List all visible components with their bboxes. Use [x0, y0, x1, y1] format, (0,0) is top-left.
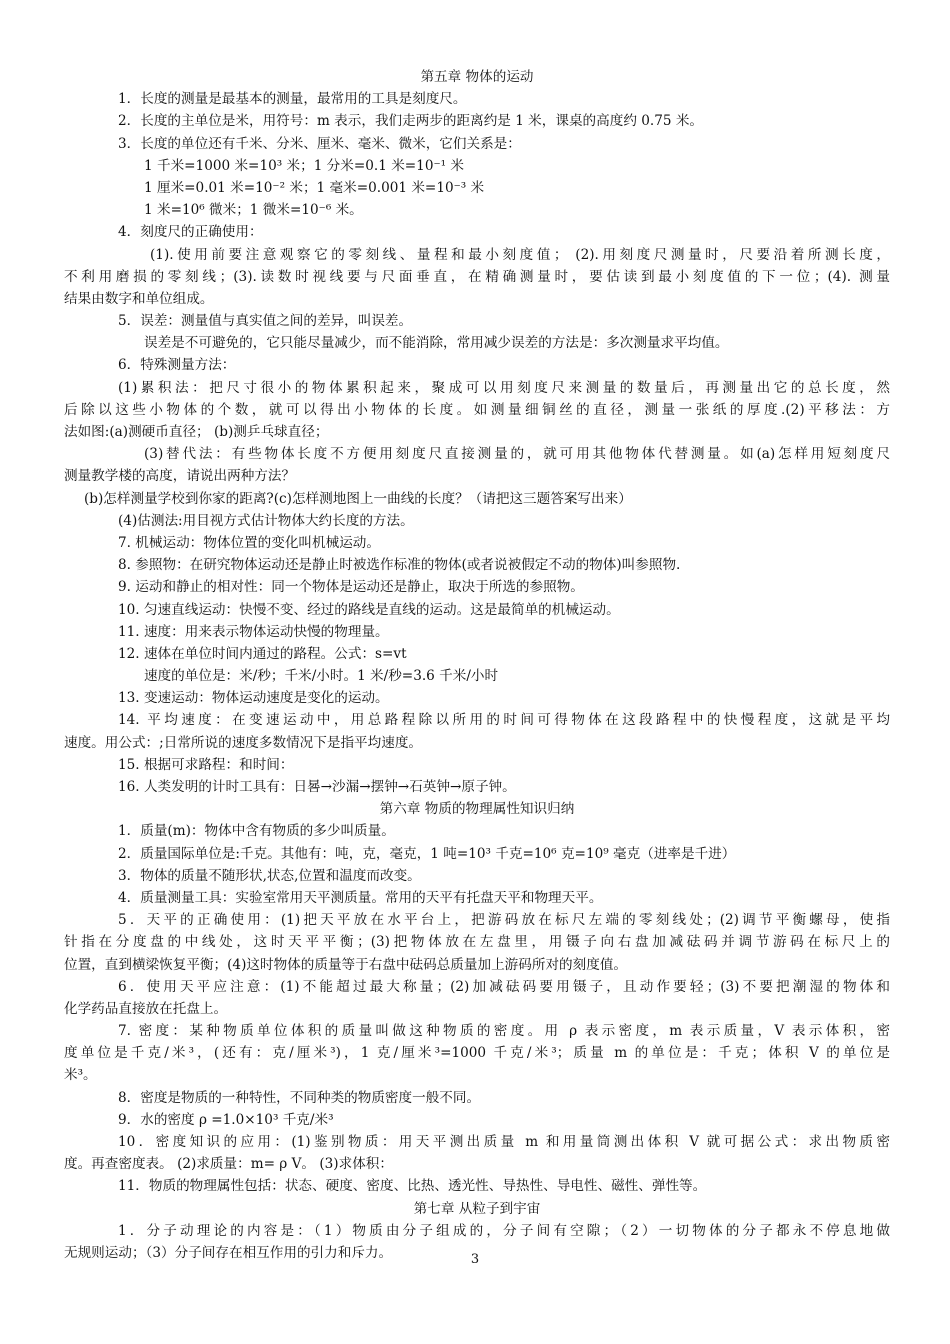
text-line: 1．分子动理论的内容是：（1）物质由分子组成的，分子间有空隙；（2）一切物体的分子都永不停息地做 — [118, 1222, 890, 1239]
text-line: 6．使用天平应注意：(1)不能超过最大称量；(2)加减砝码要用镊子，且动作要轻；(3)不要把潮湿的物体和 — [118, 978, 890, 995]
text-line: 针指在分度盘的中线处，这时天平平衡；(3)把物体放在左盘里，用镊子向右盘加减砝码并调节游码在标尺上的 — [64, 934, 890, 951]
text-line: 2．质量国际单位是:千克。其他有：吨，克，毫克，1 吨=10³ 千克=10⁶ 克=10⁹ 毫克（进率是千进） — [118, 845, 736, 862]
text-line: 测量教学楼的高度，请说出两种方法？ — [64, 468, 296, 485]
text-line: 13. 变速运动：物体运动速度是变化的运动。 — [118, 690, 389, 707]
text-line: 11. 速度：用来表示物体运动快慢的物理量。 — [118, 623, 389, 640]
text-line: 9．水的密度 ρ =1.0×10³ 千克/米³ — [118, 1111, 334, 1128]
text-line: 10. 匀速直线运动：快慢不变、经过的路线是直线的运动。这是最简单的机械运动。 — [118, 601, 620, 618]
text-line: 4．刻度尺的正确使用： — [118, 224, 263, 241]
text-line: 不利用磨损的零刻线；(3).读数时视线要与尺面垂直，在精确测量时，要估读到最小刻度值的下一位；(4). 测量 — [64, 268, 890, 285]
text-line: 8．密度是物质的一种特性，不同种类的物质密度一般不同。 — [118, 1089, 481, 1106]
text-line: 误差是不可避免的，它只能尽量减少，而不能消除，常用减少误差的方法是：多次测量求平均值。 — [144, 335, 729, 352]
text-line: 无规则运动；（3）分子间存在相互作用的引力和斥力。 — [64, 1244, 393, 1261]
text-line: 速度的单位是：米/秒；千米/小时。1 米/秒=3.6 千米/小时 — [144, 668, 499, 685]
text-line: 12. 速体在单位时间内通过的路程。公式：s=vt — [118, 645, 407, 662]
text-line: 3．长度的单位还有千米、分米、厘米、毫米、微米，它们关系是： — [118, 135, 521, 152]
text-line: 速度。用公式：;日常所说的速度多数情况下是指平均速度。 — [64, 734, 423, 751]
text-line: 16. 人类发明的计时工具有：日晷→沙漏→摆钟→石英钟→原子钟。 — [118, 779, 516, 795]
text-line: 法如图:(a)测硬币直径； (b)测乒乓球直径； — [64, 424, 329, 440]
text-line: 14. 平均速度：在变速运动中，用总路程除以所用的时间可得物体在这段路程中的快慢程度，这就是平均 — [118, 712, 890, 729]
text-line: 米³。 — [64, 1067, 97, 1084]
chapter-heading: 第七章 从粒子到宇宙 — [413, 1200, 541, 1217]
text-line: 2．长度的主单位是米，用符号：m 表示，我们走两步的距离约是 1 米，课桌的高度约 0.75 米。 — [118, 113, 704, 130]
text-line: (1).使用前要注意观察它的零刻线、量程和最小刻度值； (2).用刻度尺测量时，尺要沿着所测长度， — [150, 246, 890, 263]
text-line: 后除以这些小物体的个数，就可以得出小物体的长度。如测量细铜丝的直径，测量一张纸的厚度.(2)平移法：方 — [64, 401, 890, 418]
text-line: 15. 根据可求路程：和时间： — [118, 756, 294, 773]
document-body — [64, 66, 890, 1264]
text-line: 结果由数字和单位组成。 — [64, 290, 214, 307]
text-line: 度单位是千克/米³，(还有：克/厘米³)，1 克/厘米³=1000 千克/米³；质量 m 的单位是：千克；体积 V 的单位是 — [64, 1045, 890, 1062]
text-line: 化学药品直接放在托盘上。 — [64, 1000, 228, 1017]
chapter-heading: 第六章 物质的物理属性知识归纳 — [379, 801, 575, 818]
text-line: 5．误差：测量值与真实值之间的差异，叫误差。 — [118, 313, 413, 330]
page-number: 3 — [470, 1252, 480, 1267]
text-line: 8. 参照物：在研究物体运动还是静止时被选作标准的物体(或者说被假定不动的物体)叫参照物. — [118, 557, 681, 574]
text-line: 6．特殊测量方法： — [118, 357, 236, 374]
text-line: 度。再查密度表。 (2)求质量：m= ρ V。 (3)求体积： — [64, 1156, 393, 1173]
text-line: 1 千米=1000 米=10³ 米；1 分米=0.1 米=10⁻¹ 米 — [144, 157, 465, 174]
text-line: 1 厘米=0.01 米=10⁻² 米；1 毫米=0.001 米=10⁻³ 米 — [144, 179, 485, 196]
text-line: 1．质量(m)：物体中含有物质的多少叫质量。 — [118, 823, 395, 840]
text-line: 9. 运动和静止的相对性：同一个物体是运动还是静止，取决于所选的参照物。 — [118, 579, 584, 596]
text-line: (1)累积法：把尺寸很小的物体累积起来，聚成可以用刻度尺来测量的数量后，再测量出它的总长度，然 — [118, 379, 890, 396]
text-line: 3．物体的质量不随形状,状态,位置和温度而改变。 — [118, 867, 421, 884]
text-line: (b)怎样测量学校到你家的距离?(c)怎样测地图上一曲线的长度？（请把这三题答案写出来） — [84, 490, 632, 507]
text-line: 11．物质的物理属性包括：状态、硬度、密度、比热、透光性、导热性、导电性、磁性、弹性等。 — [118, 1178, 707, 1195]
text-line: 5．天平的正确使用：(1)把天平放在水平台上，把游码放在标尺左端的零刻线处；(2)调节平衡螺母，使指 — [118, 912, 890, 929]
text-line: 4．质量测量工具：实验室常用天平测质量。常用的天平有托盘天平和物理天平。 — [118, 889, 603, 906]
text-line: 位置，直到横梁恢复平衡；(4)这时物体的质量等于右盘中砝码总质量加上游码所对的刻度值。 — [64, 956, 628, 973]
chapter-heading: 第五章 物体的运动 — [420, 69, 534, 85]
text-line: (4)估测法:用目视方式估计物体大约长度的方法。 — [118, 512, 414, 529]
text-line: 1．长度的测量是最基本的测量，最常用的工具是刻度尺。 — [118, 91, 467, 108]
text-line: 7. 密度：某种物质单位体积的质量叫做这种物质的密度。用 ρ 表示密度，m 表示质量，V 表示体积，密 — [118, 1023, 890, 1040]
text-line: 10．密度知识的应用：(1)鉴别物质：用天平测出质量 m 和用量筒测出体积 V 就可据公式：求出物质密 — [118, 1134, 890, 1150]
text-line: (3)替代法：有些物体长度不方便用刻度尺直接测量的，就可用其他物体代替测量。如(a)怎样用短刻度尺 — [144, 446, 890, 463]
text-line: 1 米=10⁶ 微米；1 微米=10⁻⁶ 米。 — [144, 202, 363, 219]
text-line: 7. 机械运动：物体位置的变化叫机械运动。 — [118, 534, 380, 551]
